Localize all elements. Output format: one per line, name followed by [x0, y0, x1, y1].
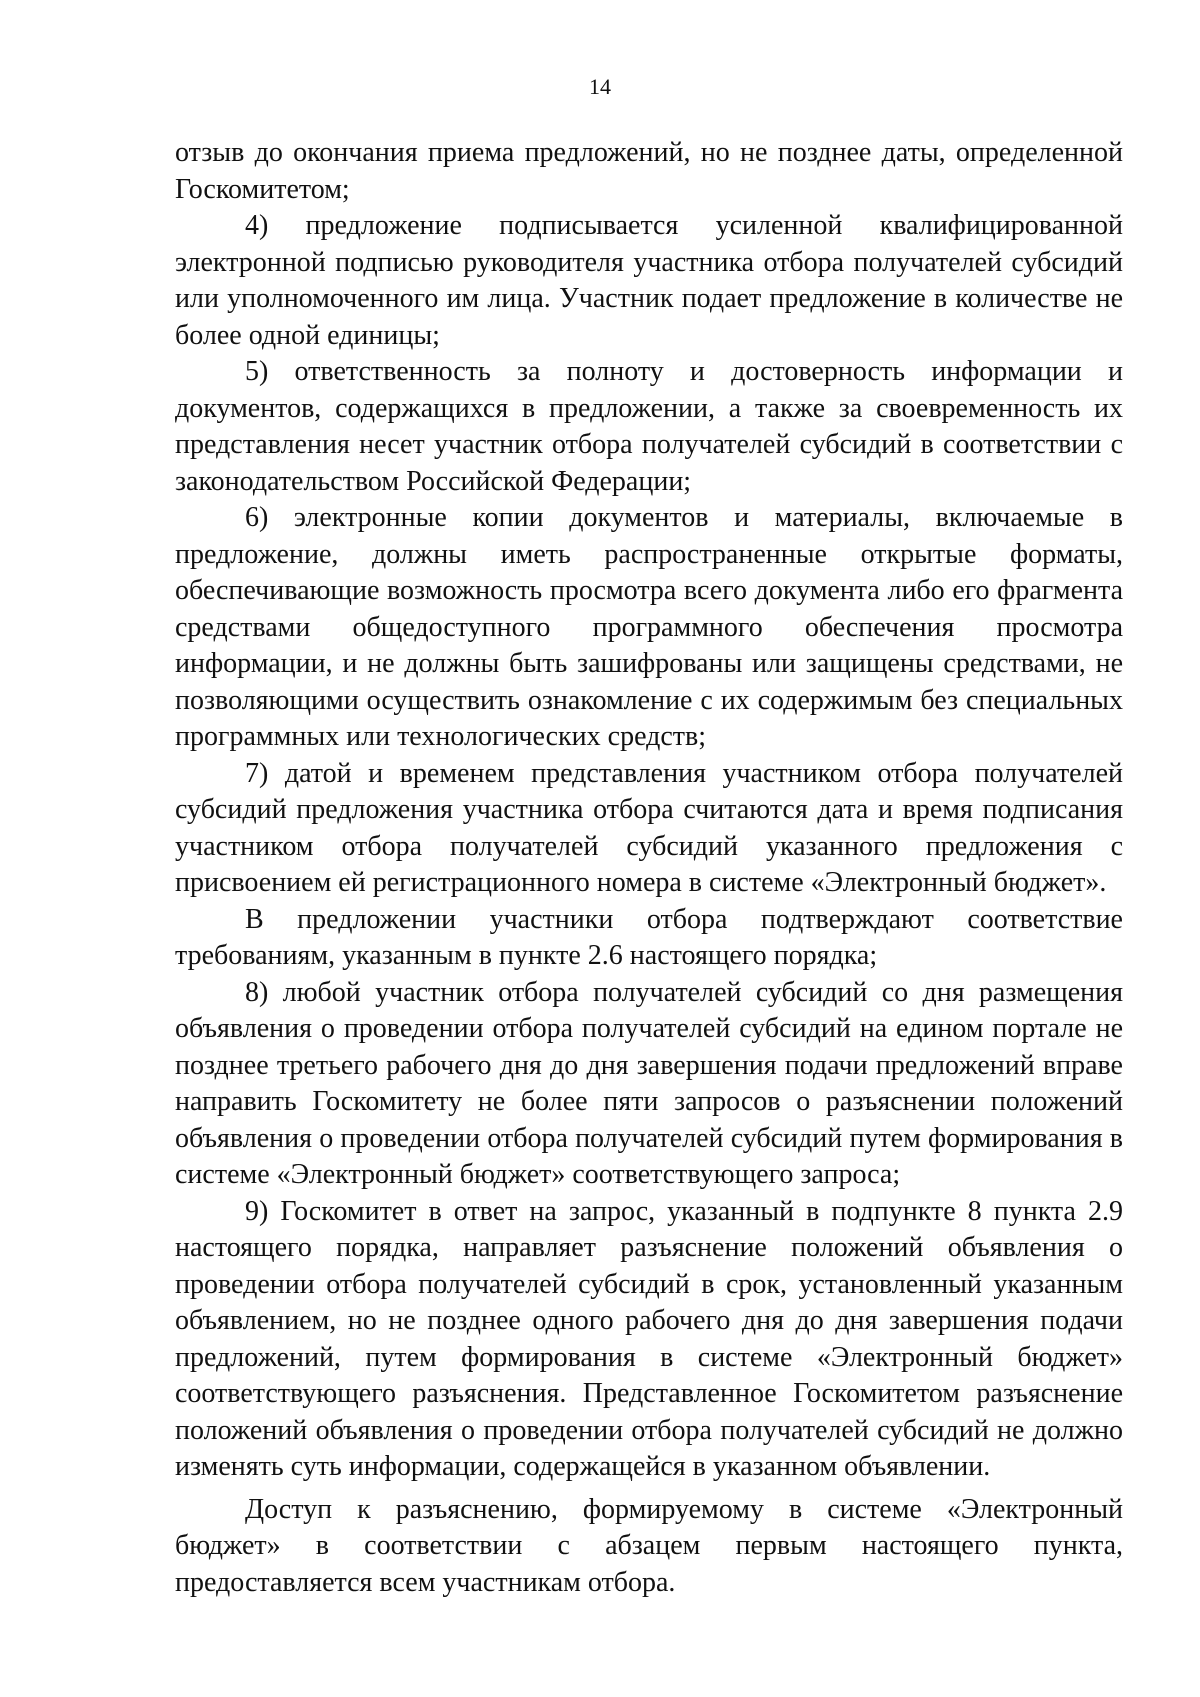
paragraph-item-5: 5) ответственность за полноту и достоверность информации и документов, содержащихся в предложении, а также за своевременность их представления несет участник отбора получателей субсидий в соответствии с законодательством Российской Федерации;	[175, 356, 1123, 497]
paragraph-item-8: 8) любой участник отбора получателей субсидий со дня размещения объявления о проведении отбора получателей субсидий на едином портале не позднее третьего рабочего дня до дня завершения подачи предложений вправе направить Госкомитету не более пяти запросов о разъяснении положений объявления о проведении отбора получателей субсидий путем формирования в системе «Электронный бюджет» соответствующего запроса;	[175, 976, 1123, 1190]
paragraph-continuation: отзыв до окончания приема предложений, но не позднее даты, определенной Госкомитетом;	[175, 137, 1123, 205]
document-body	[175, 135, 1123, 1601]
paragraph-item-7-confirmation: В предложении участники отбора подтверждают соответствие требованиям, указанным в пункте 2.6 настоящего порядка;	[175, 903, 1123, 971]
paragraph-access: Доступ к разъяснению, формируемому в системе «Электронный бюджет» в соответствии с абзацем первым настоящего пункта, предоставляется всем участникам отбора.	[175, 1493, 1123, 1598]
paragraph-item-6: 6) электронные копии документов и материалы, включаемые в предложение, должны иметь распространенные открытые форматы, обеспечивающие возможность просмотра всего документа либо его фрагмента средствами общедоступного программного обеспечения просмотра информации, и не должны быть зашифрованы или защищены средствами, не позволяющими осуществить ознакомление с их содержимым без специальных программных или технологических средств;	[175, 502, 1123, 752]
paragraph-item-9: 9) Госкомитет в ответ на запрос, указанный в подпункте 8 пункта 2.9 настоящего порядка, направляет разъяснение положений объявления о проведении отбора получателей субсидий в срок, установленный указанным объявлением, но не позднее одного рабочего дня до дня завершения подачи предложений, путем формирования в системе «Электронный бюджет» соответствующего разъяснения. Представленное Госкомитетом разъяснение положений объявления о проведении отбора получателей субсидий не должно изменять суть информации, содержащейся в указанном объявлении.	[175, 1195, 1123, 1482]
paragraph-item-4: 4) предложение подписывается усиленной квалифицированной электронной подписью руководителя участника отбора получателей субсидий или уполномоченного им лица. Участник подает предложение в количестве не более одной единицы;	[175, 210, 1123, 351]
page-number: 14	[589, 74, 611, 99]
paragraph-item-7: 7) датой и временем представления участником отбора получателей субсидий предложения участника отбора считаются дата и время подписания участником отбора получателей субсидий указанного предложения с присвоением ей регистрационного номера в системе «Электронный бюджет».	[175, 757, 1123, 898]
